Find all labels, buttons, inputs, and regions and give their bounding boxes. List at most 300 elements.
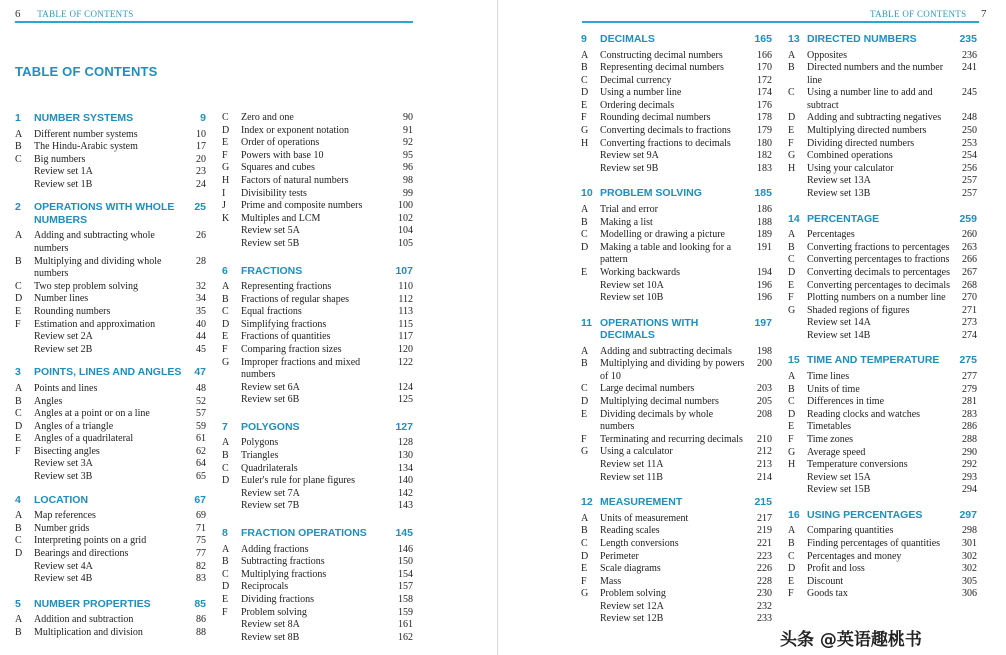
toc-entry[interactable]: [15, 154, 206, 167]
toc-chapter-block: [581, 33, 772, 175]
toc-entry[interactable]: [788, 87, 977, 112]
toc-entry[interactable]: [581, 138, 772, 151]
toc-entry[interactable]: [788, 62, 977, 87]
entry-title: Adding and subtracting decimals: [600, 345, 732, 357]
toc-entry[interactable]: [788, 371, 977, 384]
entry-title: Review set 1B: [34, 178, 93, 190]
entry-title: Triangles: [241, 450, 279, 462]
entry-page: 241: [962, 62, 977, 74]
toc-entry[interactable]: [581, 383, 772, 396]
chapter-heading[interactable]: [15, 598, 206, 611]
toc-entry[interactable]: [15, 319, 206, 332]
toc-entry[interactable]: [581, 601, 772, 614]
toc-entry[interactable]: [788, 163, 977, 176]
entry-title: Review set 5B: [241, 237, 300, 249]
entry-letter: E: [788, 125, 795, 137]
left-column-1: [15, 112, 206, 639]
toc-entry[interactable]: [581, 459, 772, 472]
toc-chapter-block: [581, 187, 772, 304]
toc-entry[interactable]: [788, 280, 977, 293]
toc-entry[interactable]: [788, 112, 977, 125]
toc-entry[interactable]: [581, 358, 772, 383]
toc-entry[interactable]: [222, 488, 413, 501]
toc-entry[interactable]: [222, 238, 413, 251]
toc-entry[interactable]: [222, 500, 413, 513]
toc-entry[interactable]: [15, 331, 206, 344]
entry-letter: [788, 330, 807, 343]
toc-entry[interactable]: [222, 394, 413, 407]
entry-letter: D: [788, 563, 796, 575]
toc-entry[interactable]: [15, 433, 206, 446]
entry-page: 104: [398, 225, 413, 237]
toc-entry[interactable]: [788, 254, 977, 267]
chapter-page: 127: [395, 420, 413, 433]
entry-title: Dividing fractions: [241, 593, 315, 605]
toc-entry[interactable]: [581, 163, 772, 176]
entry-letter: [222, 619, 241, 632]
entry-page: 124: [398, 381, 413, 393]
toc-entry[interactable]: [222, 382, 413, 395]
toc-entry[interactable]: [788, 563, 977, 576]
toc-entry[interactable]: [222, 463, 413, 476]
toc-entry[interactable]: [788, 409, 977, 422]
entry-title: Number lines: [34, 293, 89, 305]
entry-letter: [581, 601, 600, 614]
toc-entry[interactable]: [15, 523, 206, 536]
entry-letter: A: [15, 614, 23, 626]
toc-entry[interactable]: [15, 561, 206, 574]
entry-letter: D: [222, 475, 230, 487]
entry-letter: A: [15, 382, 23, 394]
entry-page: 263: [962, 241, 977, 253]
chapter-heading[interactable]: [222, 265, 413, 278]
chapter-heading[interactable]: [15, 366, 206, 379]
toc-entry[interactable]: [222, 112, 413, 125]
entry-title: Powers with base 10: [241, 149, 324, 161]
toc-entry[interactable]: [222, 475, 413, 488]
entry-title: Representing decimal numbers: [600, 62, 724, 74]
toc-entry[interactable]: [788, 150, 977, 163]
toc-entry[interactable]: [581, 50, 772, 63]
toc-entry[interactable]: [15, 458, 206, 471]
entry-letter: A: [15, 230, 23, 242]
toc-entry[interactable]: [15, 179, 206, 192]
entry-page: 34: [196, 293, 206, 305]
entry-title: Converting percentages to fractions: [807, 254, 950, 266]
entry-letter: [222, 394, 241, 407]
toc-chapter-block: [581, 317, 772, 485]
entry-page: 298: [962, 525, 977, 537]
entry-letter: [581, 280, 600, 293]
toc-entry[interactable]: [788, 588, 977, 601]
entry-title: Multiplying decimal numbers: [600, 396, 719, 408]
toc-entry[interactable]: [15, 141, 206, 154]
toc-entry[interactable]: [581, 229, 772, 242]
entry-letter: B: [222, 293, 229, 305]
chapter-heading[interactable]: [581, 317, 772, 342]
entry-title: Working backwards: [600, 266, 681, 278]
entry-page: 279: [962, 383, 977, 395]
entry-title: Bisecting angles: [34, 445, 100, 457]
entry-page: 213: [757, 459, 772, 471]
entry-letter: F: [788, 292, 794, 304]
toc-entry[interactable]: [222, 213, 413, 226]
watermark-text: 头条 @英语趣桃书: [780, 630, 922, 650]
toc-entry[interactable]: [788, 175, 977, 188]
toc-entry[interactable]: [222, 581, 413, 594]
entry-letter: G: [222, 356, 230, 368]
toc-entry[interactable]: [15, 548, 206, 561]
toc-entry[interactable]: [222, 450, 413, 463]
entry-page: 233: [757, 613, 772, 625]
entry-letter: C: [222, 306, 229, 318]
toc-entry[interactable]: [222, 281, 413, 294]
toc-entry[interactable]: [222, 319, 413, 332]
toc-entry[interactable]: [222, 125, 413, 138]
toc-chapter-block: [788, 509, 977, 601]
toc-entry[interactable]: [788, 229, 977, 242]
entry-page: 166: [757, 49, 772, 61]
entry-letter: A: [788, 229, 796, 241]
toc-entry[interactable]: [788, 459, 977, 472]
entry-title: Number grids: [34, 522, 90, 534]
entry-letter: A: [788, 370, 796, 382]
entry-letter: A: [222, 437, 230, 449]
toc-entry[interactable]: [15, 396, 206, 409]
entry-title: Review set 2A: [34, 331, 93, 343]
chapter-heading[interactable]: [788, 33, 977, 46]
chapter-title: NUMBER SYSTEMS: [34, 112, 134, 124]
toc-entry[interactable]: [581, 409, 772, 434]
entry-page: 161: [398, 619, 413, 631]
toc-entry[interactable]: [788, 330, 977, 343]
entry-title: Large decimal numbers: [600, 383, 695, 395]
entry-page: 112: [398, 293, 413, 305]
entry-letter: I: [222, 187, 226, 199]
chapter-heading[interactable]: [15, 201, 206, 226]
entry-title: Average speed: [807, 446, 866, 458]
toc-entry[interactable]: [15, 293, 206, 306]
entry-letter: [15, 573, 34, 586]
entry-letter: C: [222, 462, 229, 474]
entry-page: 95: [403, 149, 413, 161]
entry-page: 90: [403, 112, 413, 123]
chapter-heading[interactable]: [222, 527, 413, 540]
toc-entry[interactable]: [15, 281, 206, 294]
toc-entry[interactable]: [788, 421, 977, 434]
toc-entry[interactable]: [222, 544, 413, 557]
toc-entry[interactable]: [15, 166, 206, 179]
entry-letter: [222, 225, 241, 238]
toc-entry[interactable]: [581, 75, 772, 88]
entry-title: Using a number line to add and subtract: [807, 87, 933, 111]
chapter-page: 145: [395, 527, 413, 540]
chapter-heading[interactable]: [788, 509, 977, 522]
left-header-rule: [15, 21, 413, 23]
toc-entry[interactable]: [222, 632, 413, 645]
toc-entry[interactable]: [581, 217, 772, 230]
entry-letter: [15, 179, 34, 192]
toc-entry[interactable]: [788, 384, 977, 397]
toc-entry[interactable]: [581, 150, 772, 163]
toc-entry[interactable]: [581, 472, 772, 485]
toc-entry[interactable]: [581, 267, 772, 280]
toc-entry[interactable]: [788, 188, 977, 201]
toc-entry[interactable]: [222, 225, 413, 238]
entry-title: Interpreting points on a grid: [34, 535, 147, 547]
entry-letter: D: [581, 396, 589, 408]
toc-entry[interactable]: [581, 434, 772, 447]
entry-title: Review set 6A: [241, 381, 300, 393]
toc-entry[interactable]: [222, 607, 413, 620]
entry-letter: B: [222, 450, 229, 462]
toc-entry[interactable]: [788, 484, 977, 497]
toc-chapter-block: [15, 494, 206, 586]
toc-entry[interactable]: [15, 230, 206, 255]
toc-entry[interactable]: [788, 525, 977, 538]
entry-title: Angles of a triangle: [34, 420, 114, 432]
chapter-heading[interactable]: [581, 187, 772, 200]
toc-entry[interactable]: [788, 396, 977, 409]
toc-entry[interactable]: [581, 576, 772, 589]
entry-title: Index or exponent notation: [241, 124, 350, 136]
entry-title: Directed numbers and the number line: [807, 62, 944, 86]
entry-title: Review set 13A: [807, 175, 871, 187]
chapter-title: OPERATIONS WITH WHOLE NUMBERS: [34, 201, 175, 226]
toc-entry[interactable]: [15, 471, 206, 484]
toc-entry[interactable]: [15, 446, 206, 459]
entry-title: Comparing quantities: [807, 525, 894, 537]
chapter-heading[interactable]: [581, 33, 772, 46]
entry-title: Adding and subtracting negatives: [807, 112, 942, 124]
toc-entry[interactable]: [222, 162, 413, 175]
entry-letter: G: [581, 588, 589, 600]
entry-page: 170: [757, 62, 772, 74]
entry-page: 180: [757, 137, 772, 149]
chapter-heading[interactable]: [15, 112, 206, 125]
entry-title: Rounding decimal numbers: [600, 112, 711, 124]
entry-title: Profit and loss: [807, 563, 865, 575]
entry-letter: B: [15, 395, 22, 407]
toc-entry[interactable]: [222, 175, 413, 188]
chapter-page: 297: [959, 508, 977, 521]
entry-page: 128: [398, 437, 413, 449]
toc-entry[interactable]: [788, 242, 977, 255]
toc-chapter-block: [222, 421, 413, 513]
toc-entry[interactable]: [15, 421, 206, 434]
chapter-heading[interactable]: [788, 213, 977, 226]
chapter-page: 215: [754, 496, 772, 509]
entry-letter: C: [788, 87, 795, 99]
entry-title: Scale diagrams: [600, 563, 661, 575]
entry-letter: D: [222, 124, 230, 136]
toc-entry[interactable]: [581, 446, 772, 459]
entry-page: 228: [757, 575, 772, 587]
right-column-1: [581, 33, 772, 626]
toc-entry[interactable]: [222, 294, 413, 307]
toc-chapter-block: [222, 112, 413, 251]
entry-page: 266: [962, 254, 977, 266]
entry-letter: C: [15, 153, 22, 165]
right-column-2: [788, 33, 977, 601]
entry-title: Percentages and money: [807, 550, 902, 562]
entry-letter: E: [788, 421, 795, 433]
toc-entry[interactable]: [222, 594, 413, 607]
entry-title: Review set 1A: [34, 166, 93, 178]
toc-entry[interactable]: [222, 437, 413, 450]
toc-entry[interactable]: [788, 125, 977, 138]
toc-entry[interactable]: [15, 344, 206, 357]
toc-entry[interactable]: [788, 472, 977, 485]
toc-entry[interactable]: [15, 129, 206, 142]
entry-letter: A: [581, 345, 589, 357]
entry-title: Subtracting fractions: [241, 556, 325, 568]
toc-entry[interactable]: [581, 87, 772, 100]
entry-page: 294: [962, 484, 977, 496]
toc-entry[interactable]: [581, 280, 772, 293]
toc-entry[interactable]: [581, 125, 772, 138]
toc-entry[interactable]: [581, 525, 772, 538]
toc-entry[interactable]: [222, 331, 413, 344]
entry-page: 158: [398, 593, 413, 605]
entry-title: Review set 5A: [241, 225, 300, 237]
entry-letter: [581, 459, 600, 472]
toc-entry[interactable]: [581, 396, 772, 409]
chapter-heading[interactable]: [222, 421, 413, 434]
toc-entry[interactable]: [222, 619, 413, 632]
toc-entry[interactable]: [788, 267, 977, 280]
entry-title: Reading scales: [600, 525, 660, 537]
toc-entry[interactable]: [222, 150, 413, 163]
toc-entry[interactable]: [15, 408, 206, 421]
toc-entry[interactable]: [581, 62, 772, 75]
toc-entry[interactable]: [788, 447, 977, 460]
toc-entry[interactable]: [581, 613, 772, 626]
chapter-title: FRACTIONS: [241, 264, 303, 277]
toc-chapter-block: [15, 201, 206, 356]
entry-title: Time zones: [807, 433, 854, 445]
toc-entry[interactable]: [788, 551, 977, 564]
chapter-title: DECIMALS: [600, 33, 655, 45]
toc-entry[interactable]: [222, 556, 413, 569]
toc-entry[interactable]: [15, 306, 206, 319]
toc-entry[interactable]: [15, 383, 206, 396]
entry-letter: [222, 238, 241, 251]
entry-title: Multiplication and division: [34, 626, 143, 638]
entry-title: Combined operations: [807, 150, 893, 162]
entry-title: Timetables: [807, 421, 852, 433]
toc-entry[interactable]: [15, 535, 206, 548]
toc-chapter-block: [15, 598, 206, 640]
chapter-heading[interactable]: [788, 354, 977, 367]
toc-entry[interactable]: [581, 112, 772, 125]
entry-page: 162: [398, 631, 413, 643]
chapter-page: 235: [959, 33, 977, 45]
chapter-number: 8: [222, 527, 228, 540]
toc-entry[interactable]: [15, 614, 206, 627]
entry-page: 277: [962, 370, 977, 382]
entry-letter: D: [15, 293, 23, 305]
entry-title: Euler's rule for plane figures: [241, 475, 355, 487]
toc-entry[interactable]: [222, 306, 413, 319]
toc-entry[interactable]: [222, 569, 413, 582]
entry-title: Adding fractions: [241, 543, 309, 555]
toc-entry[interactable]: [15, 256, 206, 281]
entry-page: 71: [196, 522, 206, 534]
toc-entry[interactable]: [581, 588, 772, 601]
toc-entry[interactable]: [15, 573, 206, 586]
entry-title: Temperature conversions: [807, 459, 908, 471]
toc-entry[interactable]: [788, 292, 977, 305]
entry-title: Angles: [34, 395, 63, 407]
entry-title: Problem solving: [241, 606, 307, 618]
entry-letter: E: [222, 331, 229, 343]
entry-page: 23: [196, 166, 206, 178]
entry-letter: E: [788, 279, 795, 291]
toc-entry[interactable]: [788, 434, 977, 447]
entry-page: 45: [196, 343, 206, 355]
entry-letter: F: [581, 575, 587, 587]
entry-letter: H: [581, 137, 589, 149]
toc-entry[interactable]: [788, 538, 977, 551]
entry-title: Angles at a point or on a line: [34, 408, 150, 420]
chapter-heading[interactable]: [581, 496, 772, 509]
entry-page: 257: [962, 175, 977, 187]
chapter-number: 15: [788, 354, 800, 367]
entry-page: 219: [757, 525, 772, 537]
toc-entry[interactable]: [581, 346, 772, 359]
entry-page: 183: [757, 162, 772, 174]
entry-letter: E: [15, 433, 22, 445]
toc-entry[interactable]: [581, 242, 772, 267]
toc-entry[interactable]: [581, 292, 772, 305]
toc-entry[interactable]: [581, 538, 772, 551]
toc-entry[interactable]: [581, 513, 772, 526]
toc-chapter-block: [788, 213, 977, 343]
chapter-page: 85: [194, 597, 206, 610]
chapter-number: 11: [581, 316, 593, 329]
toc-entry[interactable]: [222, 200, 413, 213]
toc-entry[interactable]: [788, 138, 977, 151]
toc-entry[interactable]: [581, 563, 772, 576]
entry-page: 150: [398, 556, 413, 568]
entry-title: Units of measurement: [600, 512, 689, 524]
entry-page: 96: [403, 162, 413, 174]
toc-entry[interactable]: [788, 305, 977, 318]
toc-entry[interactable]: [15, 627, 206, 640]
entry-title: Converting fractions to decimals: [600, 137, 731, 149]
toc-entry[interactable]: [15, 510, 206, 523]
entry-page: 120: [398, 344, 413, 355]
entry-letter: [581, 150, 600, 163]
toc-entry[interactable]: [222, 188, 413, 201]
toc-entry[interactable]: [222, 357, 413, 382]
toc-entry[interactable]: [581, 551, 772, 564]
entry-letter: F: [15, 445, 21, 457]
toc-entry[interactable]: [222, 137, 413, 150]
chapter-heading[interactable]: [15, 494, 206, 507]
right-running-head-text: TABLE OF CONTENTS: [870, 9, 967, 19]
toc-entry[interactable]: [222, 344, 413, 357]
chapter-page: 185: [754, 187, 772, 200]
toc-entry[interactable]: [788, 576, 977, 589]
toc-entry[interactable]: [581, 204, 772, 217]
toc-entry[interactable]: [581, 100, 772, 113]
toc-entry[interactable]: [788, 50, 977, 63]
entry-letter: B: [15, 255, 22, 267]
entry-page: 283: [962, 408, 977, 420]
toc-entry[interactable]: [788, 317, 977, 330]
